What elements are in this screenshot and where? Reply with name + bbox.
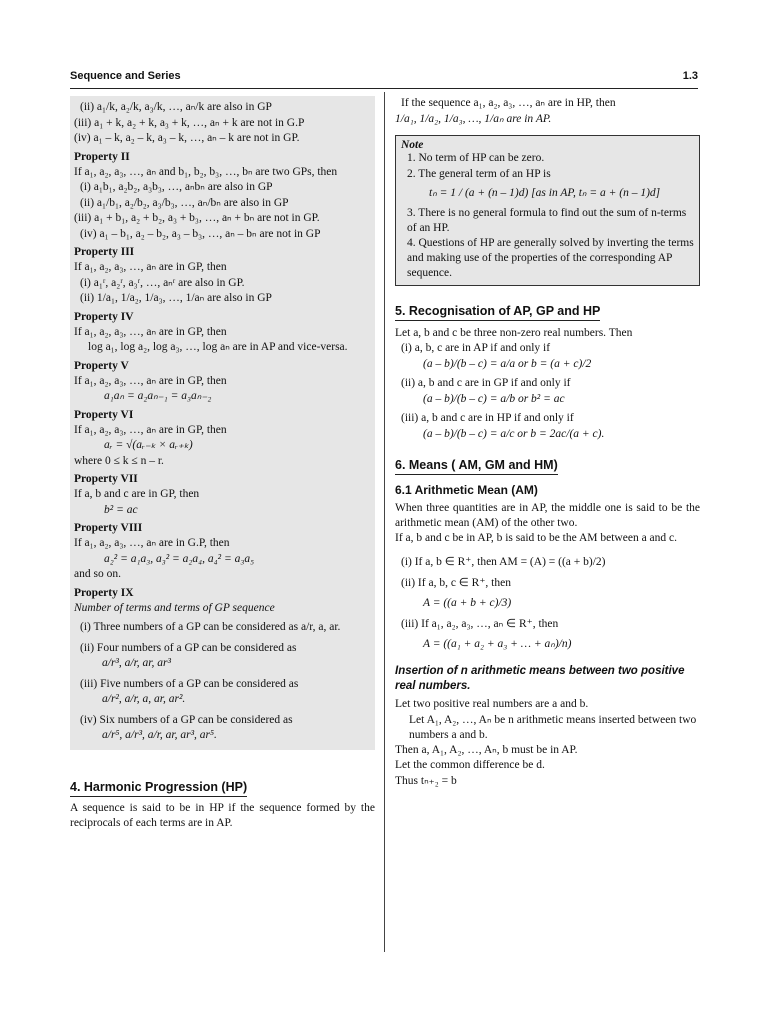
- property-line: If a₁, a₂, a₃, …, aₙ are in G.P, then: [74, 537, 230, 549]
- property-line: (iii) a₁ + b₁, a₂ + b₂, a₃ + b₃, …, aₙ + bₙ are not in GP.: [74, 212, 320, 224]
- property-line: and so on.: [74, 568, 121, 580]
- section-6-heading: 6. Means ( AM, GM and HM): [395, 458, 558, 475]
- formula: a₁aₙ = a₂aₙ₋₁ = a₃aₙ₋₂: [104, 390, 212, 402]
- property-line: (i) Three numbers of a GP can be considered as a/r, a, ar.: [80, 621, 341, 633]
- formula: (a – b)/(b – c) = a/a or b = (a + c)/2: [423, 357, 592, 370]
- property-line: where 0 ≤ k ≤ n – r.: [74, 454, 164, 467]
- section-5-heading: 5. Recognisation of AP, GP and HP: [395, 304, 600, 321]
- am-item: (iii) If a₁, a₂, a₃, …, aₙ ∈ R⁺, then: [401, 618, 559, 630]
- property-line: (ii) a₁/b₁, a₂/b₂, a₃/b₃, …, aₙ/bₙ are also in GP: [80, 196, 289, 209]
- property-line: If a₁, a₂, a₃, …, aₙ are in GP, then: [74, 325, 227, 338]
- section-5-line: (i) a, b, c are in AP if and only if: [401, 342, 551, 354]
- property-line: If a₁, a₂, a₃, …, aₙ are in GP, then: [74, 374, 227, 387]
- formula: a/r², a/r, a, ar, ar².: [102, 693, 186, 705]
- am-item: (i) If a, b ∈ R⁺, then AM = (A) = ((a + b)/2): [401, 555, 606, 568]
- formula: (a – b)/(b – c) = a/b or b² = ac: [423, 392, 565, 405]
- property-subtitle: Number of terms and terms of GP sequence: [74, 601, 275, 614]
- insertion-heading: Insertion of n arithmetic means between two positive real numbers.: [395, 665, 685, 692]
- insertion-line: Thus tₙ₊₂ = b: [395, 774, 457, 787]
- property-vi-title: Property VI: [74, 408, 134, 421]
- property-line: log a₁, log a₂, log a₃, …, log aₙ are in AP and vice-versa.: [88, 341, 348, 353]
- property-line: If a, b and c are in GP, then: [74, 488, 200, 500]
- section-6-1-text: When three quantities are in AP, the middle one is said to be the arithmetic mean (AM) of the other two.: [395, 502, 700, 529]
- note-title: Note: [401, 139, 424, 151]
- property-iii-title: Property III: [74, 246, 135, 258]
- hp-intro: If the sequence a₁, a₂, a₃, …, aₙ are in HP, then: [401, 97, 616, 109]
- note-item: 3. There is no general formula to find out the sum of n-terms of an HP.: [407, 206, 687, 234]
- right-column: [395, 96, 700, 789]
- properties-box: [70, 96, 375, 750]
- property-v-title: Property V: [74, 359, 129, 372]
- insertion-line: Let two positive real numbers are a and b.: [395, 698, 589, 710]
- formula: b² = ac: [104, 503, 138, 516]
- property-iv-title: Property IV: [74, 310, 134, 323]
- property-line: (iii) Five numbers of a GP can be considered as: [80, 677, 299, 690]
- formula: (a – b)/(b – c) = a/c or b = 2ac/(a + c).: [423, 427, 605, 440]
- formula: a/r³, a/r, ar, ar³: [102, 657, 171, 669]
- property-line: (iii) a₁ + k, a₂ + k, a₃ + k, …, aₙ + k are not in G.P: [74, 116, 305, 129]
- property-line: If a₁, a₂, a₃, …, aₙ are in GP, then: [74, 423, 227, 436]
- note-item: 1. No term of HP can be zero.: [407, 152, 545, 164]
- property-line: If a₁, a₂, a₃, …, aₙ are in GP, then: [74, 261, 227, 273]
- insertion-line: Then a, A₁, A₂, …, Aₙ, b must be in AP.: [395, 743, 578, 756]
- formula: 1/a₁, 1/a₂, 1/a₃, …, 1/aₙ are in AP.: [395, 112, 552, 125]
- property-ix-title: Property IX: [74, 586, 134, 599]
- property-line: If a₁, a₂, a₃, …, aₙ and b₁, b₂, b₃, …, bₙ are two GPs, then: [74, 165, 338, 178]
- property-line: (ii) 1/a₁, 1/a₂, 1/a₃, …, 1/aₙ are also in GP: [80, 292, 272, 304]
- section-4-heading: 4. Harmonic Progression (HP): [70, 780, 247, 797]
- property-line: (iv) Six numbers of a GP can be considered as: [80, 713, 293, 726]
- section-5-line: Let a, b and c be three non-zero real numbers. Then: [395, 326, 633, 339]
- property-line: (i) a₁b₁, a₂b₂, a₃b₃, …, aₙbₙ are also in GP: [80, 181, 273, 193]
- note-item: 4. Questions of HP are generally solved by inverting the terms and making use of the properties of the corresponding AP sequence.: [407, 236, 694, 279]
- property-line: (iv) a₁ – b₁, a₂ – b₂, a₃ – b₃, …, aₙ – bₙ are not in GP: [80, 227, 321, 240]
- note-item: 2. The general term of an HP is: [407, 167, 551, 180]
- header-rule: [70, 88, 698, 89]
- page-number: 1.3: [682, 70, 698, 82]
- left-column: [70, 96, 375, 831]
- property-line: (iv) a₁ – k, a₂ – k, a₃ – k, …, aₙ – k are not in GP.: [74, 132, 300, 144]
- formula: a₂² = a₁a₃, a₃² = a₂a₄, a₄² = a₃a₅: [104, 552, 255, 565]
- property-line: (ii) Four numbers of a GP can be considered as: [80, 641, 297, 654]
- property-ii-title: Property II: [74, 150, 130, 163]
- column-divider: [384, 92, 385, 952]
- insertion-line: Let the common difference be d.: [395, 759, 545, 771]
- section-5-line: (iii) a, b and c are in HP if and only if: [401, 412, 574, 424]
- property-viii-title: Property VIII: [74, 522, 143, 534]
- subsection-6-1-heading: 6.1 Arithmetic Mean (AM): [395, 483, 538, 497]
- am-item: (ii) If a, b, c ∈ R⁺, then: [401, 577, 511, 589]
- property-vii-title: Property VII: [74, 473, 138, 485]
- formula: A = ((a + b + c)/3): [423, 596, 512, 609]
- section-4-text: A sequence is said to be in HP if the sequence formed by the reciprocals of each terms are in AP.: [70, 801, 375, 829]
- section-5-line: (ii) a, b and c are in GP if and only if: [401, 377, 571, 389]
- section-6-1-text: If a, b and c be in AP, b is said to be the AM between a and c.: [395, 532, 678, 544]
- property-line: (i) a₁ʳ, a₂ʳ, a₃ʳ, …, aₙʳ are also in GP.: [80, 276, 245, 289]
- note-box: [395, 135, 700, 286]
- insertion-line: Let A₁, A₂, …, Aₙ be n arithmetic means inserted between two numbers a and b.: [409, 713, 697, 741]
- formula: a/r⁵, a/r³, a/r, ar, ar³, ar⁵.: [102, 729, 217, 741]
- running-header-title: Sequence and Series: [70, 70, 181, 82]
- property-line: (ii) a₁/k, a₂/k, a₃/k, …, aₙ/k are also in GP: [80, 101, 272, 113]
- formula: A = ((a₁ + a₂ + a₃ + … + aₙ)/n): [423, 637, 572, 650]
- formula: aᵣ = √(aᵣ₋ₖ × aᵣ₊ₖ): [104, 439, 193, 451]
- formula: tₙ = 1 / (a + (n – 1)d) [as in AP, tₙ = a + (n – 1)d]: [429, 187, 661, 199]
